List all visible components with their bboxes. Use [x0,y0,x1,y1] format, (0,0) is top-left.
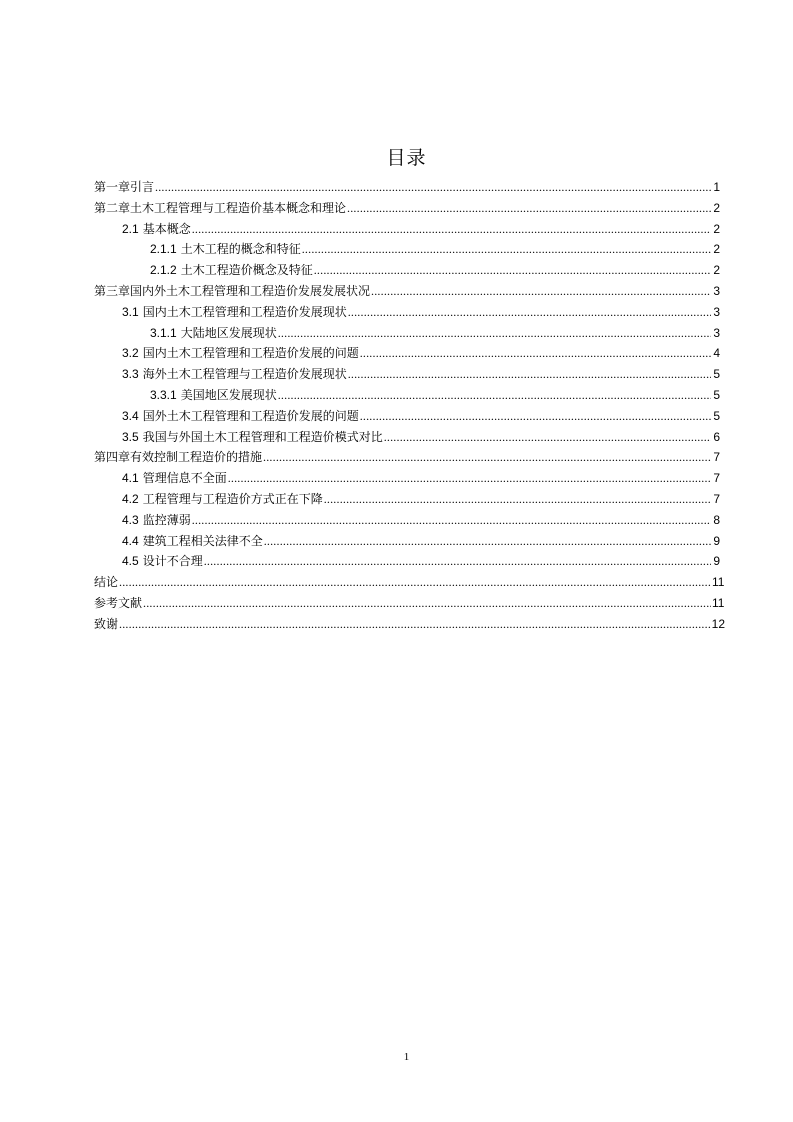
toc-entry-title: 大陆地区发展现状 [180,325,277,340]
toc-dot-leader [119,614,711,635]
toc-entry-page: 7 [713,450,720,465]
toc-entry-page: 9 [713,554,720,569]
toc-dot-leader [348,302,711,323]
toc-entry[interactable] [94,593,725,614]
toc-entry-number: 4.4 [122,533,139,548]
table-of-contents [94,177,726,635]
toc-entry-number: 4.3 [122,512,139,527]
toc-dot-leader [302,239,711,260]
toc-entry-title: 设计不合理 [142,554,203,569]
toc-entry-page: 11 [712,595,725,610]
toc-title: 目录 [386,147,427,169]
toc-entry-number: 4.2 [122,491,139,506]
toc-entry[interactable] [94,468,720,489]
toc-entry-page: 3 [713,304,720,319]
toc-entry[interactable] [94,614,726,635]
toc-entry-title: 建筑工程相关法律不全 [142,533,263,548]
toc-dot-leader [347,198,711,219]
toc-entry-number: 2.1.2 [150,263,177,278]
toc-entry-page: 6 [713,429,720,444]
toc-dot-leader [324,489,711,510]
toc-entry[interactable] [94,406,720,427]
toc-dot-leader [155,177,711,198]
toc-entry-number: 2.1 [122,221,139,236]
toc-entry-page: 5 [713,387,720,402]
toc-entry-page: 2 [713,242,720,257]
toc-entry-title: 结论 [94,575,119,590]
toc-entry[interactable] [94,447,720,468]
toc-entry-title: 第二章土木工程管理与工程造价基本概念和理论 [94,200,347,215]
toc-entry[interactable] [94,551,720,572]
toc-entry[interactable] [94,343,720,364]
toc-dot-leader [360,343,711,364]
toc-entry[interactable] [94,489,720,510]
toc-entry-page: 3 [713,283,720,298]
toc-entry-title: 我国与外国土木工程管理和工程造价模式对比 [142,429,383,444]
toc-dot-leader [264,531,711,552]
toc-entry[interactable] [94,531,720,552]
toc-entry[interactable] [94,323,720,344]
toc-entry-page: 12 [711,616,726,631]
toc-entry-title: 参考文献 [94,595,143,610]
toc-entry[interactable] [94,510,720,531]
toc-entry-title: 第三章国内外土木工程管理和工程造价发展发展状况 [94,283,371,298]
toc-dot-leader [192,219,711,240]
toc-entry[interactable] [94,281,720,302]
toc-entry[interactable] [94,302,720,323]
toc-entry-title: 基本概念 [142,221,191,236]
toc-entry-title: 国外土木工程管理和工程造价发展的问题 [142,408,359,423]
toc-dot-leader [263,447,711,468]
toc-entry-page: 7 [713,491,720,506]
toc-entry-title: 第四章有效控制工程造价的措施 [94,450,263,465]
toc-entry-number: 3.3 [122,367,139,382]
toc-entry[interactable] [94,239,720,260]
toc-dot-leader [143,593,711,614]
toc-entry-title: 国内土木工程管理和工程造价发展现状 [142,304,347,319]
toc-dot-leader [278,385,711,406]
toc-dot-leader [119,572,711,593]
toc-entry-number: 3.5 [122,429,139,444]
toc-entry-number: 3.2 [122,346,139,361]
toc-entry-page: 1 [713,180,720,194]
toc-entry-page: 11 [712,575,725,590]
toc-entry-page: 5 [713,367,720,382]
toc-dot-leader [384,427,711,448]
toc-entry[interactable] [94,177,720,198]
toc-entry-title: 土木工程造价概念及特征 [180,263,313,278]
toc-entry-number: 4.5 [122,554,139,569]
toc-dot-leader [371,281,711,302]
toc-dot-leader [348,364,711,385]
toc-entry[interactable] [94,385,720,406]
toc-dot-leader [360,406,711,427]
toc-entry[interactable] [94,572,725,593]
toc-entry-number: 3.1 [122,304,139,319]
toc-entry-page: 2 [713,200,720,215]
page-number: 1 [403,1051,410,1063]
toc-dot-leader [314,260,711,281]
toc-entry[interactable] [94,219,720,240]
toc-entry-title: 致谢 [94,616,119,631]
toc-dot-leader [278,323,711,344]
toc-entry-page: 3 [713,325,720,340]
toc-entry-page: 5 [713,408,720,423]
toc-entry-number: 4.1 [122,471,139,486]
toc-entry-title: 土木工程的概念和特征 [180,242,301,257]
toc-entry-page: 7 [713,471,720,486]
toc-entry-number: 2.1.1 [150,242,177,257]
toc-entry[interactable] [94,198,720,219]
toc-entry-title: 工程管理与工程造价方式正在下降 [142,491,323,506]
toc-entry-title: 监控薄弱 [142,512,191,527]
toc-entry-title: 管理信息不全面 [142,471,227,486]
toc-entry-page: 8 [713,512,720,527]
toc-entry-title: 美国地区发展现状 [180,387,277,402]
toc-entry-page: 9 [713,533,720,548]
toc-entry[interactable] [94,364,720,385]
toc-entry[interactable] [94,260,720,281]
toc-entry-page: 2 [713,263,720,278]
toc-entry-title: 海外土木工程管理与工程造价发展现状 [142,367,347,382]
toc-entry-title: 国内土木工程管理和工程造价发展的问题 [142,346,359,361]
toc-dot-leader [192,510,711,531]
toc-dot-leader [228,468,711,489]
toc-entry-page: 4 [713,346,720,361]
toc-entry[interactable] [94,427,720,448]
toc-entry-number: 3.4 [122,408,139,423]
toc-entry-page: 2 [713,221,720,236]
toc-dot-leader [204,551,711,572]
toc-entry-title: 第一章引言 [94,180,155,194]
toc-entry-number: 3.1.1 [150,325,177,340]
toc-entry-number: 3.3.1 [150,387,177,402]
